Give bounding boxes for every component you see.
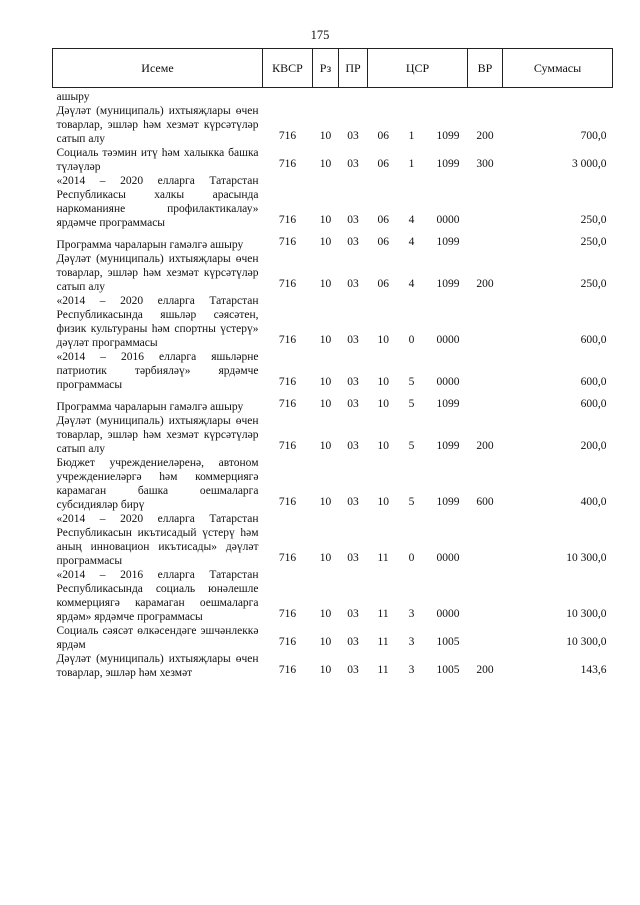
row-csr-program: 11 [377,552,389,564]
column-header-csr: ЦСР [368,49,468,88]
table-header-row [53,49,613,88]
row-csr-subprogram: 0 [408,552,415,564]
row-name: Дәүләт (муниципаль) ихтыяҗлары өчен товарлар, эшләр һәм хезмәт күрсәтүләр сатып алу [56,415,259,455]
row-rz: 10 [319,236,332,248]
row-csr [368,146,468,174]
row-pr: 03 [347,130,359,142]
row-kvsr: 716 [278,664,297,676]
row-csr [368,512,468,568]
row-pr: 03 [347,334,359,346]
row-name: «2014 – 2020 елларга Татарстан Республикасында яшьләр сәясәтен, физик культураны һәм спортны үстерү» дәүләт программасы [56,295,259,349]
column-header-pr: ПР [339,49,368,88]
row-sum: 200,0 [580,440,607,452]
column-header-rz: Рз [313,49,339,88]
row-csr-code: 0000 [436,376,460,388]
row-csr-code: 1099 [436,398,460,410]
row-pr: 03 [347,496,359,508]
row-csr-program: 10 [377,440,389,452]
row-vr [468,512,503,568]
row-csr-subprogram: 5 [408,376,415,388]
row-rz: 10 [319,376,332,388]
column-header-kvsr: КВСР [263,49,313,88]
row-rz: 10 [319,440,332,452]
row-sum: 600,0 [580,334,607,346]
row-rz: 10 [319,664,332,676]
row-csr-subprogram: 4 [408,214,415,226]
table-row [53,392,613,414]
row-sum: 10 300,0 [566,552,607,564]
row-pr: 03 [347,278,359,290]
row-rz: 10 [319,158,332,170]
row-csr-subprogram: 5 [408,398,415,410]
row-rz: 10 [319,608,332,620]
row-csr-code: 1099 [436,158,460,170]
row-csr-code: 0000 [436,552,460,564]
row-kvsr: 716 [278,158,297,170]
row-csr [368,392,468,414]
row-name: «2014 – 2020 елларга Татарстан Республикасын икътисадый үстерү һәм аның инновацион икътисады» дәүләт программасы [56,513,259,567]
table-row [53,252,613,294]
row-kvsr: 716 [278,334,297,346]
row-csr-program: 10 [377,334,389,346]
row-vr [468,624,503,652]
row-sum: 700,0 [580,130,607,142]
row-sum: 143,6 [580,664,607,676]
table-row [53,456,613,512]
row-csr-subprogram: 1 [408,158,415,170]
row-name: Социаль тәэмин итү һәм халыкка башка түләүләр [56,147,259,173]
row-name: Программа чараларын гамәлгә ашыру [56,401,244,413]
row-rz: 10 [319,398,332,410]
row-vr: 300 [476,158,494,170]
row-csr-program: 11 [377,636,389,648]
table-row [53,512,613,568]
row-csr [368,414,468,456]
row-kvsr: 716 [278,214,297,226]
row-csr-program: 06 [377,130,389,142]
row-csr-program: 06 [377,214,389,226]
row-vr [468,568,503,624]
row-csr [368,294,468,350]
row-name: Дәүләт (муниципаль) ихтыяҗлары өчен товарлар, эшләр һәм хезмәт күрсәтүләр сатып алу [56,253,259,293]
row-csr-subprogram: 3 [408,664,415,676]
table-row [53,174,613,230]
row-csr-program: 06 [377,278,389,290]
row-vr: 600 [476,496,494,508]
table-row [53,568,613,624]
row-pr: 03 [347,376,359,388]
row-csr-program: 11 [377,664,389,676]
row-name: Дәүләт (муниципаль) ихтыяҗлары өчен товарлар, эшләр һәм хезмәт күрсәтүләр сатып алу [56,105,259,145]
row-csr-subprogram: 5 [408,496,415,508]
row-name: «2014 – 2020 елларга Татарстан Республикасы халкы арасында наркоманияне профилактикалау» ярдәмче программасы [56,175,259,229]
row-kvsr: 716 [278,608,297,620]
row-sum: 400,0 [580,496,607,508]
row-csr-program: 10 [377,398,389,410]
row-kvsr: 716 [278,376,297,388]
row-kvsr: 716 [278,440,297,452]
row-csr-subprogram: 4 [408,236,415,248]
row-rz: 10 [319,278,332,290]
table-row [53,294,613,350]
row-csr-code: 0000 [436,214,460,226]
row-pr: 03 [347,608,359,620]
row-name: Бюджет учреждениеләренә, автоном учреждениеләргә һәм коммерциягә карамаган башка оешмаларга субсидияләр бирү [56,457,259,511]
row-name: «2014 – 2016 елларга Татарстан Республикасында социаль юнәлешле коммерциягә карамаган оешмаларга ярдәм» ярдәмче программасы [56,569,259,623]
table-row [53,146,613,174]
row-vr: 200 [476,664,494,676]
row-kvsr: 716 [278,496,297,508]
table-row [53,104,613,146]
row-sum: 600,0 [580,376,607,388]
row-pr: 03 [347,440,359,452]
row-csr-subprogram: 4 [408,278,415,290]
row-csr-code: 1005 [436,636,460,648]
row-csr [368,174,468,230]
row-kvsr: 716 [278,636,297,648]
row-csr-subprogram: 5 [408,440,415,452]
row-kvsr: 716 [278,398,297,410]
row-csr-code: 0000 [436,334,460,346]
row-csr-program: 10 [377,496,389,508]
row-kvsr: 716 [278,236,297,248]
row-sum: 10 300,0 [566,608,607,620]
row-name: Социаль сәясәт өлкәсендәге эшчәнлеккә ярдәм [56,625,259,651]
continuation-row [53,88,613,105]
row-csr [368,652,468,680]
row-csr-program: 10 [377,376,389,388]
row-pr: 03 [347,636,359,648]
row-pr: 03 [347,664,359,676]
row-csr-code: 1005 [436,664,460,676]
row-csr [368,230,468,252]
row-csr [368,252,468,294]
row-csr-program: 06 [377,158,389,170]
row-pr: 03 [347,214,359,226]
row-csr-code: 1099 [436,440,460,452]
column-header-name: Исеме [53,49,263,88]
row-pr: 03 [347,236,359,248]
row-csr-code: 1099 [436,496,460,508]
row-csr-subprogram: 0 [408,334,415,346]
table-row [53,624,613,652]
row-sum: 10 300,0 [566,636,607,648]
row-csr [368,104,468,146]
budget-table [52,48,613,680]
row-kvsr: 716 [278,552,297,564]
row-csr-code: 1099 [436,236,460,248]
row-csr-subprogram: 3 [408,608,415,620]
row-csr-program: 11 [377,608,389,620]
table-body [53,88,613,681]
row-vr [468,392,503,414]
table-row [53,230,613,252]
row-rz: 10 [319,130,332,142]
row-sum: 250,0 [580,278,607,290]
row-pr: 03 [347,552,359,564]
row-vr: 200 [476,278,494,290]
row-csr [368,350,468,392]
row-kvsr: 716 [278,278,297,290]
row-rz: 10 [319,214,332,226]
row-rz: 10 [319,334,332,346]
table-row [53,652,613,680]
table-row [53,350,613,392]
row-kvsr: 716 [278,130,297,142]
row-csr [368,568,468,624]
row-csr-subprogram: 3 [408,636,415,648]
table-row [53,414,613,456]
row-sum: 3 000,0 [572,158,607,170]
row-vr [468,294,503,350]
column-header-vr: ВР [468,49,503,88]
row-name: «2014 – 2016 елларга яшьләрне патриотик тәрбияләү» ярдәмче программасы [56,351,259,391]
row-name: Программа чараларын гамәлгә ашыру [56,239,244,251]
row-csr-code: 1099 [436,130,460,142]
row-pr: 03 [347,158,359,170]
row-vr: 200 [476,130,494,142]
row-csr-code: 0000 [436,608,460,620]
row-csr-code: 1099 [436,278,460,290]
row-vr [468,230,503,252]
continuation-text: ашыру [56,91,90,103]
row-sum: 250,0 [580,214,607,226]
row-rz: 10 [319,636,332,648]
row-csr [368,456,468,512]
row-vr [468,174,503,230]
row-pr: 03 [347,398,359,410]
page-number: 175 [310,28,330,42]
row-rz: 10 [319,552,332,564]
row-csr-subprogram: 1 [408,130,415,142]
row-name: Дәүләт (муниципаль) ихтыяҗлары өчен товарлар, эшләр һәм хезмәт [56,653,259,679]
row-sum: 600,0 [580,398,607,410]
row-vr: 200 [476,440,494,452]
row-vr [468,350,503,392]
row-csr-program: 06 [377,236,389,248]
column-header-sum: Суммасы [503,49,613,88]
row-csr [368,624,468,652]
row-rz: 10 [319,496,332,508]
row-sum: 250,0 [580,236,607,248]
